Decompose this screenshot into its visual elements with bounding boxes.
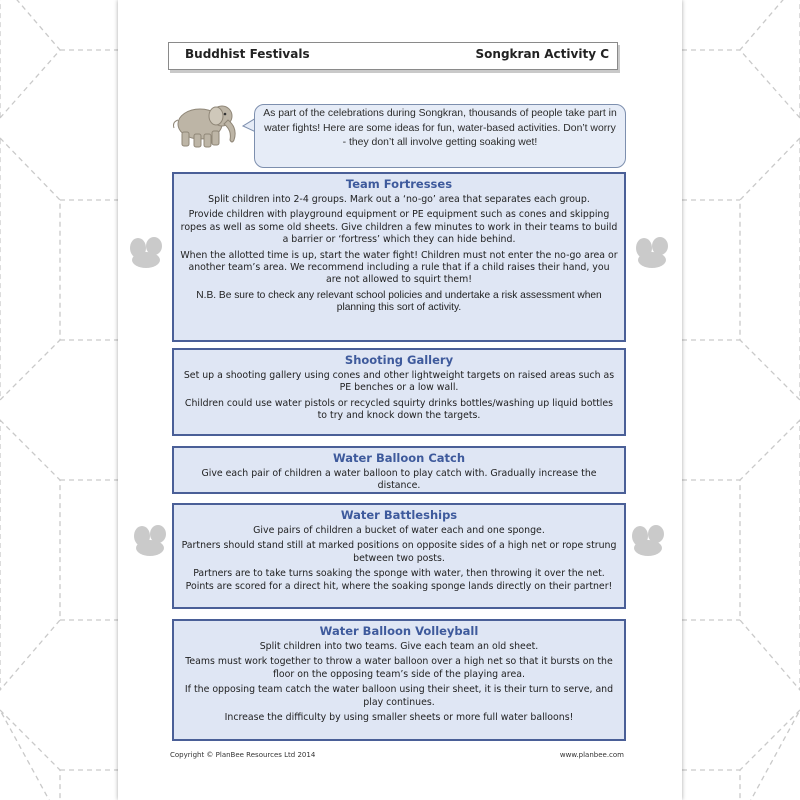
activity-title: Water Balloon Catch <box>332 451 466 465</box>
activity-note: N.B. Be sure to check any relevant school policies and undertake a risk assessment when planning this sort of activity. <box>196 289 602 314</box>
activity-title: Water Battleships <box>340 508 458 522</box>
intro-speech-bubble <box>254 104 626 168</box>
activity-text: Provide children with playground equipment or PE equipment such as cones and skipping ropes as well as some old sheets. Give children a few minutes to work in their teams to build a barrier or ‘fortress’ which they can hide behind. <box>180 209 618 246</box>
activity-card-shooting-gallery <box>172 348 626 436</box>
elephant-icon <box>170 98 242 150</box>
activity-card-water-balloon-catch <box>172 446 626 494</box>
activity-text: Set up a shooting gallery using cones and other lightweight targets on raised areas such as PE benches or a low wall. <box>183 370 615 394</box>
activity-text: When the allotted time is up, start the water fight! Children must not enter the no-go area or another team’s area. We recommend including a rule that if a child raises their hand, you are not allowed to squirt them! <box>180 249 618 286</box>
activity-text: Split children into two teams. Give each team an old sheet. <box>259 641 539 652</box>
intro-text: As part of the celebrations during Songkran, thousands of people take part in water fights! Here are some ideas for fun, water-based activities. Don’t worry - they don’t all involve getting soaking wet! <box>263 108 617 148</box>
activity-text: Children could use water pistols or recycled squirty drinks bottles/washing up liquid bottles to try and knock down the targets. <box>184 397 614 422</box>
activity-title: Team Fortresses <box>345 177 453 191</box>
footer-website: www.planbee.com <box>559 751 624 759</box>
footer-copyright: Copyright © PlanBee Resources Ltd 2014 <box>170 751 316 759</box>
activity-text: Partners are to take turns soaking the sponge with water, then throwing it over the net. Points are scored for a direct hit, where the soaking sponge lands directly on their partner! <box>185 568 613 592</box>
activity-text: If the opposing team catch the water balloon using their sheet, it is their turn to serve, and play continues. <box>184 684 614 708</box>
bee-watermark-icon <box>124 236 170 272</box>
bee-watermark-icon <box>128 524 174 560</box>
activity-text: Give each pair of children a water balloon to play catch with. Gradually increase the distance. <box>201 468 597 492</box>
activity-text: Split children into 2-4 groups. Mark out a ‘no-go’ area that separates each group. <box>208 194 590 205</box>
activity-title: Shooting Gallery <box>344 353 454 367</box>
activity-text: Give pairs of children a bucket of water each and one sponge. <box>253 525 545 536</box>
activity-text: Partners should stand still at marked positions on opposite sides of a high net or rope strung between two posts. <box>181 540 617 564</box>
bee-watermark-icon <box>626 524 672 560</box>
activity-text: Teams must work together to throw a water balloon over a high net so that it bursts on the floor on the opposing team’s side of the playing area. <box>185 656 613 680</box>
bee-watermark-icon <box>630 236 676 272</box>
activity-text: Increase the difficulty by using smaller sheets or more full water balloons! <box>224 712 574 724</box>
activity-title: Water Balloon Volleyball <box>319 624 479 638</box>
activity-card-team-fortresses <box>172 172 626 342</box>
activity-card-water-battleships <box>172 503 626 609</box>
header-activity: Songkran Activity C <box>475 47 609 61</box>
worksheet-page <box>118 0 682 800</box>
activity-card-water-balloon-volleyball <box>172 619 626 741</box>
header-subject: Buddhist Festivals <box>185 47 310 61</box>
page-header <box>168 42 618 70</box>
